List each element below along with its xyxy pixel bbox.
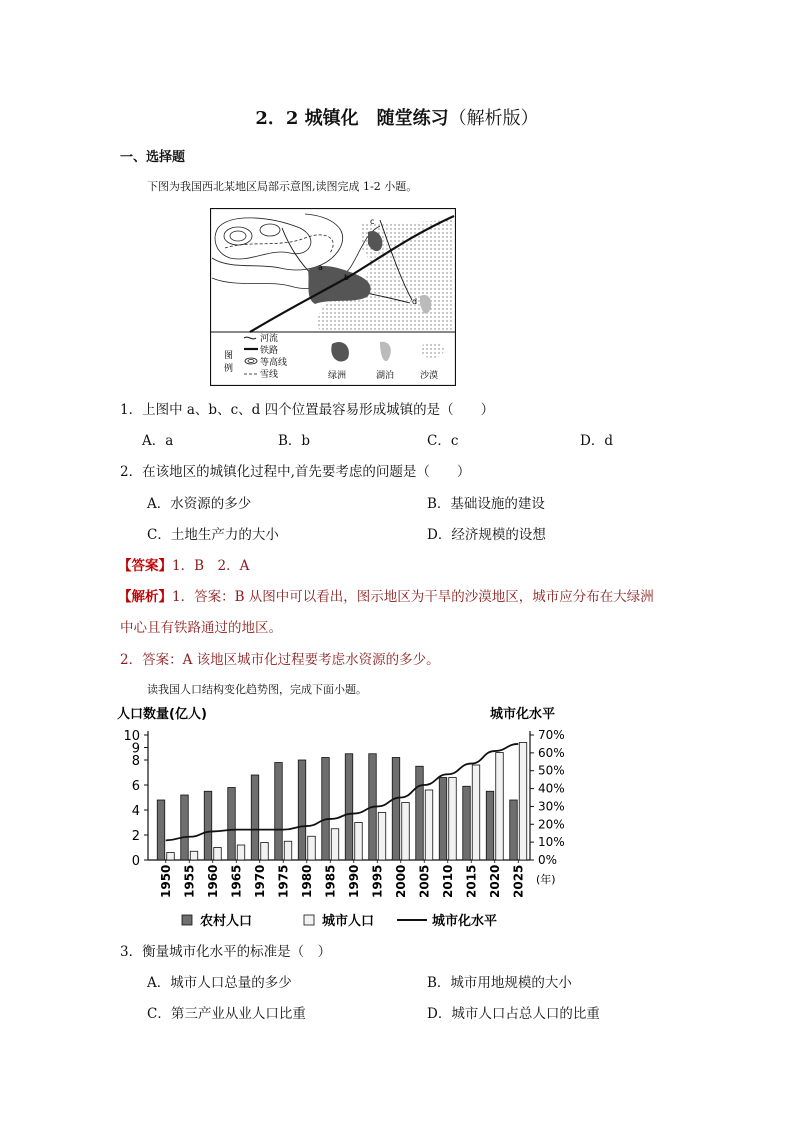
legend-line-snow: 雪线	[260, 370, 279, 380]
x-tick-label-1960: 1960	[205, 864, 220, 898]
bar-rural-1960	[204, 791, 212, 860]
legend-title-2: 例	[224, 364, 234, 374]
q1-option-c[interactable]: C．c	[427, 433, 459, 449]
bar-urban-2015	[472, 765, 480, 860]
q3-option-b[interactable]: B．城市用地规模的大小	[427, 975, 572, 991]
legend-title-1: 图	[224, 351, 234, 361]
bar-rural-2005	[416, 766, 424, 860]
x-tick-label-1995: 1995	[370, 864, 385, 898]
chart-right-tick-label: 0%	[538, 853, 558, 867]
bar-urban-1990	[355, 823, 363, 861]
bar-urban-1965	[237, 845, 245, 860]
q2-option-a[interactable]: A．水资源的多少	[147, 496, 252, 512]
chart-right-tick-label: 10%	[538, 835, 565, 850]
chart-x-unit: (年)	[536, 873, 556, 886]
q1-option-a[interactable]: A．a	[142, 433, 174, 449]
bar-urban-1980	[308, 836, 316, 860]
chart-left-tick-label: 10	[123, 729, 140, 744]
legend-line-river: 河流	[260, 334, 279, 344]
bar-urban-1950	[167, 853, 175, 861]
map-point-d: d	[412, 297, 418, 306]
bar-urban-2000	[402, 803, 410, 861]
x-tick-label-1950: 1950	[158, 864, 173, 898]
x-tick-label-2020: 2020	[487, 864, 502, 898]
q2-option-b[interactable]: B．基础设施的建设	[427, 496, 545, 512]
bar-rural-1950	[157, 800, 165, 860]
bar-rural-2010	[439, 778, 447, 861]
q1-option-b[interactable]: B．b	[278, 433, 311, 449]
bar-urban-1955	[190, 851, 198, 860]
bar-urban-1960	[214, 848, 222, 861]
chart-left-tick-label: 6	[131, 779, 140, 794]
bar-rural-1955	[181, 795, 189, 860]
question-3-stem: 3．衡量城市化水平的标准是（ ）	[120, 944, 332, 960]
bar-urban-2010	[449, 778, 457, 861]
bar-rural-2025	[510, 800, 518, 860]
bar-rural-2015	[463, 786, 471, 860]
x-tick-label-1965: 1965	[229, 864, 244, 898]
map-point-c: c	[370, 217, 375, 226]
question-2-stem: 2．在该地区的城镇化过程中,首先要考虑的问题是（ ）	[120, 464, 471, 480]
answer-line	[118, 554, 249, 574]
bar-rural-1970	[251, 775, 259, 860]
map-point-b: b	[344, 273, 350, 282]
chart-right-tick-label: 60%	[538, 745, 565, 760]
population-chart	[112, 700, 582, 938]
legend-oasis: 绿洲	[328, 371, 347, 381]
x-tick-label-2005: 2005	[417, 864, 432, 898]
chart-right-tick-label: 40%	[538, 781, 565, 796]
chart-left-tick-label: 0	[131, 854, 140, 869]
intro-text-2: 读我国人口结构变化趋势图，完成下面小题。	[147, 683, 367, 696]
x-tick-label-1990: 1990	[346, 864, 361, 898]
q3-option-d[interactable]: D．城市人口占总人口的比重	[427, 1006, 600, 1022]
bar-rural-1990	[345, 754, 353, 860]
x-tick-label-1985: 1985	[323, 864, 338, 898]
x-tick-label-1955: 1955	[182, 864, 197, 898]
desert-legend-icon	[420, 342, 444, 358]
legend-lake: 湖泊	[376, 371, 395, 381]
bar-rural-2020	[486, 791, 494, 860]
legend-rural: 农村人口	[200, 914, 253, 929]
analysis-text-3: 2．答案：A 该地区城市化过程要考虑水资源的多少。	[120, 652, 440, 668]
chart-left-tick-label: 4	[131, 804, 140, 819]
bar-rural-1985	[322, 758, 330, 861]
bar-urban-2020	[496, 753, 504, 861]
analysis-line-1	[118, 585, 654, 605]
chart-left-tick-label: 8	[131, 754, 140, 769]
answer-tag: 【答案】	[118, 558, 172, 574]
legend-rate: 城市化水平	[432, 914, 498, 929]
legend-line-contour: 等高线	[260, 358, 288, 368]
legend-urban: 城市人口	[322, 914, 375, 929]
chart-ylabel-left: 人口数量(亿人)	[117, 707, 207, 722]
legend-rural-swatch	[182, 915, 192, 925]
bar-rural-1965	[228, 788, 236, 861]
chart-right-tick-label: 30%	[538, 799, 565, 814]
q2-option-c[interactable]: C．土地生产力的大小	[147, 527, 279, 543]
chart-right-tick-label: 50%	[538, 763, 565, 778]
map-figure	[210, 208, 456, 386]
bar-rural-1975	[275, 763, 283, 861]
question-1-stem: 1．上图中 a、b、c、d 四个位置最容易形成城镇的是（ ）	[120, 402, 495, 418]
chart-ylabel-right: 城市化水平	[490, 707, 556, 722]
q3-option-a[interactable]: A．城市人口总量的多少	[147, 975, 292, 991]
chart-left-tick-label: 2	[131, 829, 140, 844]
x-tick-label-1975: 1975	[276, 864, 291, 898]
bar-rural-2000	[392, 758, 400, 861]
chart-left-tick-label: 9	[131, 741, 140, 757]
analysis-tag: 【解析】	[118, 589, 172, 605]
bar-urban-1985	[331, 829, 339, 860]
title-sub: （解析版）	[448, 108, 539, 129]
bar-urban-2005	[425, 790, 433, 860]
x-tick-label-2025: 2025	[511, 864, 526, 898]
bar-urban-2025	[519, 743, 527, 861]
analysis-text-1: 1．答案：B 从图中可以看出，图示地区为干旱的沙漠地区，城市应分布在大绿洲	[172, 589, 654, 605]
x-tick-label-2000: 2000	[393, 864, 408, 898]
answer-text: 1．B 2．A	[172, 558, 250, 574]
chart-svg	[112, 700, 582, 938]
bar-urban-1970	[261, 843, 269, 861]
q3-option-c[interactable]: C．第三产业从业人口比重	[147, 1006, 306, 1022]
chart-right-tick-label: 20%	[538, 817, 565, 832]
chart-right-tick-label: 70%	[538, 728, 565, 742]
legend-urban-swatch	[304, 915, 314, 925]
map-point-a: a	[318, 263, 323, 272]
intro-text-1: 下图为我国西北某地区局部示意图,读图完成 1-2 小题。	[147, 180, 418, 193]
map-svg	[210, 208, 456, 386]
title-main: 2．2 城镇化 随堂练习	[255, 108, 449, 129]
x-tick-label-2015: 2015	[464, 864, 479, 898]
bar-urban-1975	[284, 841, 292, 860]
x-tick-label-2010: 2010	[440, 864, 455, 898]
x-tick-label-1980: 1980	[299, 864, 314, 898]
analysis-text-2: 中心且有铁路通过的地区。	[120, 620, 282, 636]
section-heading: 一、选择题	[120, 150, 186, 165]
bar-urban-1995	[378, 813, 386, 861]
bar-rural-1980	[298, 760, 306, 860]
q1-option-d[interactable]: D．d	[580, 433, 613, 449]
q2-option-d[interactable]: D．经济规模的设想	[427, 527, 546, 543]
x-tick-label-1970: 1970	[252, 864, 267, 898]
legend-line-railway: 铁路	[260, 346, 279, 356]
legend-desert: 沙漠	[420, 371, 439, 381]
page-title	[0, 104, 794, 130]
